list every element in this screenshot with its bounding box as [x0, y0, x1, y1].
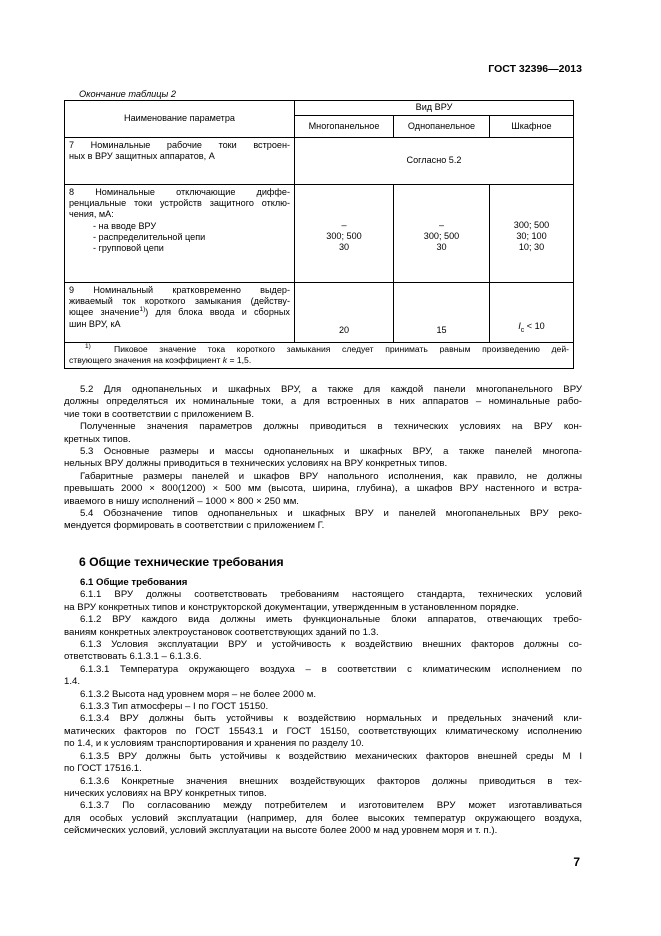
column-header-cabinet: Шкафное [490, 116, 574, 138]
document-header: ГОСТ 32396—2013 [488, 63, 582, 75]
paragraph-line: кретных типов. [64, 433, 131, 445]
paragraph-line: 6.1.3.1 Температура окружающего воздуха – в соответствии с климатическим исполнением по [80, 663, 582, 675]
paragraph-line: 5.2 Для однопанельных и шкафных ВРУ, а также для каждой панели многопанельного ВРУ [80, 384, 582, 395]
paragraph-line: мендуется формировать в соответствии с приложением Г. [64, 520, 325, 532]
table-row [65, 185, 574, 283]
paragraph-line: по ГОСТ 17516.1. [64, 763, 142, 775]
param-text: ющее значение [69, 307, 140, 318]
paragraph-line: для особых условий эксплуатации (например, для более высоких температур окружающего воздуха, [64, 812, 582, 824]
cell-value: 300; 500 [513, 220, 550, 230]
table-caption: Окончание таблицы 2 [79, 89, 176, 99]
paragraph-line: превышать 2000 × 800(1200) × 500 мм (высота, ширина, глубина), а шкафов ВРУ настенного и встра- [64, 483, 582, 495]
paragraph-line: 6.1.3 Условия эксплуатации ВРУ и устойчивость к воздействию внешних факторов должны со- [80, 639, 582, 651]
cell-value: 30 [338, 242, 350, 253]
param-cell [65, 138, 295, 185]
paragraph-line: 6.1.3.4 ВРУ должны быть устойчивы к воздействию нормальных и предельных значений кли- [80, 713, 582, 725]
footnote-mark: 1) [85, 343, 91, 351]
section6-text [64, 577, 582, 838]
footnote-text: = 1,5. [227, 355, 252, 366]
paragraph-line: сейсмических условий, условий эксплуатации на высоте более 2000 м над уровнем моря и т. п.). [64, 825, 498, 837]
param-subline: - на вводе ВРУ [93, 220, 157, 231]
paragraph-line: нических условиях на ВРУ конкретных типов. [64, 787, 267, 799]
value-cell: 20 [295, 283, 394, 343]
paragraph-line: ваниям конкретных электроустановок соответствующих зданий по 1.3. [64, 626, 379, 638]
paragraph-line: матических факторов по ГОСТ 15543.1 и ГОСТ 15150, соответствующих климатическому исполнению [64, 725, 582, 737]
footnote-text: Пиковое значение тока короткого замыкания следует принимать равным произведению дей- [114, 344, 569, 354]
table-row [65, 138, 574, 185]
paragraph-line: иваемого в нишу исполнений – 1000 × 800 × 250 мм. [64, 495, 299, 507]
subsection-heading: 6.1 Общие требования [80, 577, 188, 588]
paragraph-line: 5.3 Основные размеры и массы однопанельных и шкафных ВРУ, а также панелей многопа- [80, 446, 582, 458]
coefficient-symbol: k [222, 355, 228, 366]
paragraph-line: 6.1.1 ВРУ должны соответствовать требованиям настоящего стандарта, технических условий [80, 589, 582, 601]
table-row [65, 283, 574, 343]
type-group-header: Вид ВРУ [295, 101, 574, 116]
value-cell [490, 283, 574, 343]
cell-value: 30; 100 [516, 231, 547, 242]
param-line [69, 307, 290, 318]
section-heading: 6 Общие технические требования [79, 555, 284, 569]
section5-text [64, 384, 582, 533]
param-line: чения, мА: [69, 209, 114, 220]
paragraph-line: 6.1.2 ВРУ каждого вида должны иметь функциональные блоки аппаратов, отвечающих требо- [80, 614, 582, 626]
paragraph-line: 6.1.3.6 Конкретные значения внешних воздействующих факторов должны приводиться в тех- [80, 775, 582, 787]
param-line: живаемый ток короткого замыкания (действу- [69, 296, 290, 307]
param-cell [65, 185, 295, 283]
footnote-line [69, 344, 569, 355]
page-number: 7 [573, 855, 580, 869]
cell-value: 300; 500 [423, 231, 460, 242]
parameters-table [64, 100, 574, 369]
value-cell [295, 185, 394, 283]
paragraph-line: должны определяться их номинальные токи, а для встроенных в них аппаратов – номинальные рабо- [64, 396, 582, 408]
paragraph-line: на ВРУ конкретных типов и конструкторской документации, утвержденным в установленном порядке. [64, 601, 519, 613]
paragraph-line: 5.4 Обозначение типов однопанельных и шкафных ВРУ и панелей многопанельных ВРУ реко- [80, 508, 582, 520]
param-line: ренциальные токи устройств защитного отклю- [69, 198, 290, 209]
param-line: ных в ВРУ защитных аппаратов, А [69, 151, 215, 162]
column-header-singlepanel: Однопанельное [394, 116, 490, 138]
param-line: 9 Номинальный кратковременно выдер- [69, 285, 290, 295]
footnote-ref: 1) [139, 306, 146, 314]
column-header-multipanel: Многопанельное [295, 116, 394, 138]
paragraph-line: 6.1.3.5 ВРУ должны быть устойчивы к воздействию механических факторов внешней среды М I [80, 750, 582, 762]
paragraph-line: ответствовать 6.1.3.1 – 6.1.3.6. [64, 651, 202, 663]
param-line: 8 Номинальные отключающие диффе- [69, 187, 290, 197]
cell-value: < 10 [524, 320, 545, 331]
paragraph-line: 6.1.3.2 Высота над уровнем моря – не более 2000 м. [80, 688, 317, 700]
value-cell: Согласно 5.2 [295, 138, 574, 185]
param-line: 7 Номинальные рабочие токи встроен- [69, 140, 290, 150]
param-cell [65, 283, 295, 343]
cell-value: – [438, 220, 445, 230]
paragraph-line: 1.4. [64, 676, 81, 688]
paragraph-line: Габаритные размеры панелей и шкафов ВРУ напольного исполнения, как правило, не должны [80, 470, 582, 482]
paragraph-line: 6.1.3.7 По согласованию между потребителем и изготовителем ВРУ может изготавливаться [80, 800, 582, 812]
cell-value: 30 [436, 242, 447, 253]
current-symbol: I [518, 320, 521, 331]
footnote-text: ствующего значения на коэффициент [69, 355, 223, 366]
paragraph-line: по 1.4, и к условиям транспортирования и хранения по разделу 10. [64, 738, 364, 750]
table-footnote-row [65, 343, 574, 369]
paragraph-line: Полученные значения параметров должны приводиться в технических условиях на ВРУ кон- [80, 421, 582, 433]
paragraph-line: 6.1.3.3 Тип атмосферы – I по ГОСТ 15150. [80, 701, 269, 713]
value-cell [394, 185, 490, 283]
cell-value: – [341, 220, 347, 230]
param-name-header: Наименование параметра [65, 101, 295, 138]
current-subscript: с [520, 326, 525, 334]
param-subline: - распределительной цепи [93, 231, 206, 242]
cell-value: 300; 500 [326, 231, 362, 242]
param-subline: - групповой цепи [93, 243, 164, 254]
footnote-line [69, 355, 569, 366]
param-line: шин ВРУ, кА [69, 318, 121, 329]
value-cell [490, 185, 574, 283]
cell-value: 10; 30 [518, 242, 545, 253]
table-footnote [65, 343, 574, 369]
paragraph-line: нельных ВРУ должны приводиться в технических условиях на ВРУ конкретных типов. [64, 458, 448, 470]
value-cell: 15 [394, 283, 490, 343]
param-text: ) для блока ввода и сборных [145, 307, 290, 318]
paragraph-line: чие токи в соответствии с приложением В. [64, 408, 255, 420]
